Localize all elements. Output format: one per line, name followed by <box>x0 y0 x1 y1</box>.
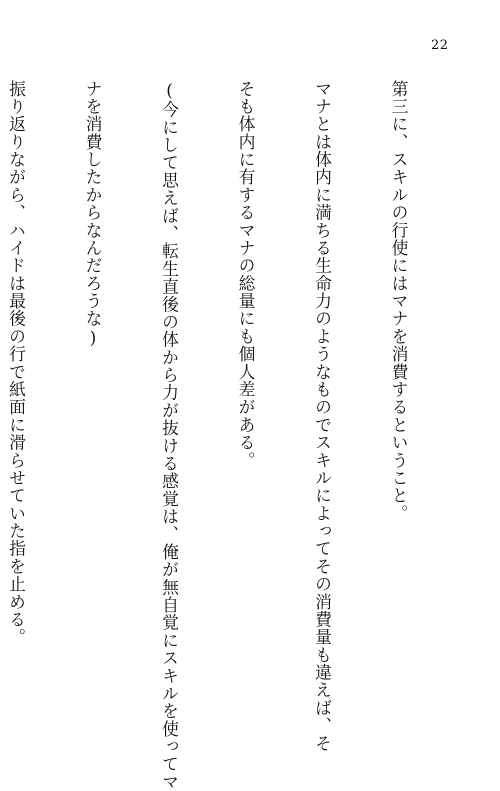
text-line: (今にして思えば、転生直後の体から力が抜ける感覚は、俺が無自覚にスキルを使ってマ <box>159 80 180 791</box>
text-line: そも体内に有するマナの総量にも個人差がある。 <box>236 80 256 470</box>
text-line: 第三に、スキルの行使にはマナを消費するということ。 <box>389 80 409 523</box>
body-text <box>6 80 462 791</box>
text-line: 振り返りながら、ハイドは最後の行で紙面に滑らせていた指を止める。 <box>6 80 27 647</box>
text-line: ナを消費したからなんだろうな) <box>83 80 103 349</box>
text-line: マナとは体内に満ちる生命力のようなものでスキルによってその消費量も違えば、そ <box>312 80 333 753</box>
page-number: 22 <box>431 38 449 53</box>
